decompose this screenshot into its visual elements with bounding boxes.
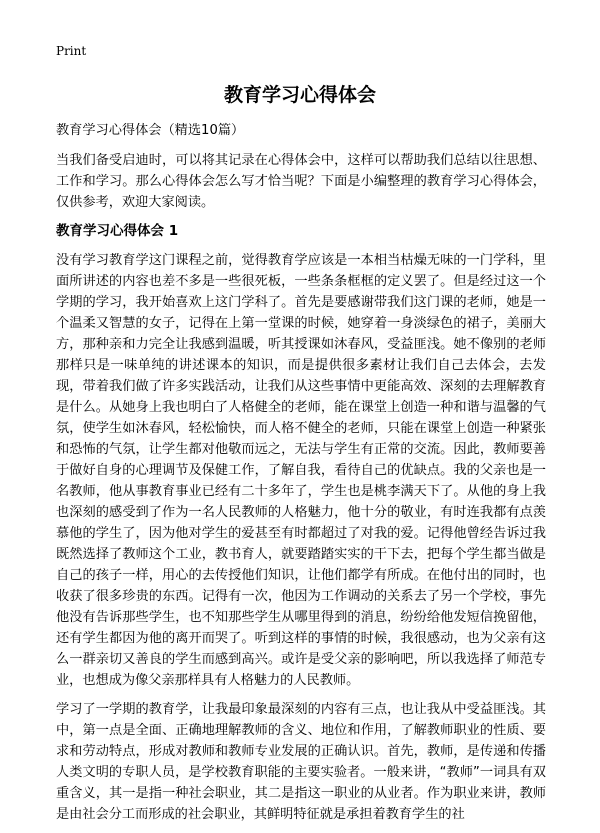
body-paragraph-2: 学习了一学期的教育学，让我最印象最深刻的内容有三点，也让我从中受益匪浅。其中，第一点是全面、正确地理解教师的含义、地位和作用，了解教师职业的性质、要求和劳动特点，形成对教师和教师专业发展的正确认识。首先，教师，是传递和传播人类文明的专职人员，是学校教育职能的主要实验者。一般来讲，“教师”一词具有双重含义，其一是指一种社会职业，其二是指这一职业的从业者。作为职业来讲，教师是由社会分工而形成的社会职业，其鲜明特征就是承担着教育学生的社 [56,702,546,822]
article-body [56,120,546,833]
body-paragraph-1: 没有学习教育学这门课程之前，觉得教育学应该是一本相当枯燥无味的一门学科，里面所讲述的内容也差不多是一些很死板，一些条条框框的定义罢了。但是经过这一个学期的学习，我开始喜欢上这门学科了。首先是要感谢带我们这门课的老师，她是一个温柔又智慧的女子，记得在上第一堂课的时候，她穿着一身淡绿色的裙子，美丽大方，那种亲和力完全让我感到温暖，听其授课如沐春风，受益匪浅。她不像别的老师那样只是一味单纯的讲述课本的知识，而是提供很多素材让我们自己去体会，去发现，带着我们做了许多实践活动，让我们从这些事情中更能高效、深刻的去理解教育是什么。从她身上我也明白了人格健全的老师，能在课堂上创造一种和谐与温馨的气氛，使学生如沐春风，轻松愉快，而人格不健全的老师，只能在课堂上创造一种紧张和恐怖的气氛，让学生都对他敬而远之，无法与学生有正常的交流。因此，教师要善于做好自身的心理调节及保健工作，了解自我，看待自己的优缺点。我的父亲也是一名教师，他从事教育事业已经有二十多年了，学生也是桃李满天下了。从他的身上我也深刻的感受到了作为一名人民教师的人格魅力，他十分的敬业，有时连我都有点羡慕他的学生了，因为他对学生的爱甚至有时都超过了对我的爱。记得他曾经告诉过我既然选择了教师这个工业，教书育人，就要踏踏实实的干下去，把每个学生都当做是自己的孩子一样，用心的去传授他们知识，让他们都学有所成。在他付出的同时，也收获了很多珍贵的东西。记得有一次，他因为工作调动的关系去了另一个学校，事先他没有告诉那些学生，也不知那些学生从哪里得到的消息，纷纷给他发短信挽留他，还有学生都因为他的离开而哭了。听到这样的事情的时候，我很感动，也为父亲有这么一群亲切又善良的学生而感到高兴。或许是受父亲的影响吧，所以我选择了师范专业，也想成为像父亲那样具有人格魅力的人民教师。 [56,253,546,688]
print-link[interactable]: Print [56,44,87,58]
intro-paragraph: 当我们备受启迪时，可以将其记录在心得体会中，这样可以帮助我们总结以往思想、工作和学习。那么心得体会怎么写才恰当呢？下面是小编整理的教育学习心得体会，仅供参考，欢迎大家阅读。 [56,153,546,210]
article-subtitle: 教育学习心得体会（精选10篇） [56,123,245,138]
section-heading: 教育学习心得体会 1 [56,223,179,239]
page-title: 教育学习心得体会 [223,84,376,106]
